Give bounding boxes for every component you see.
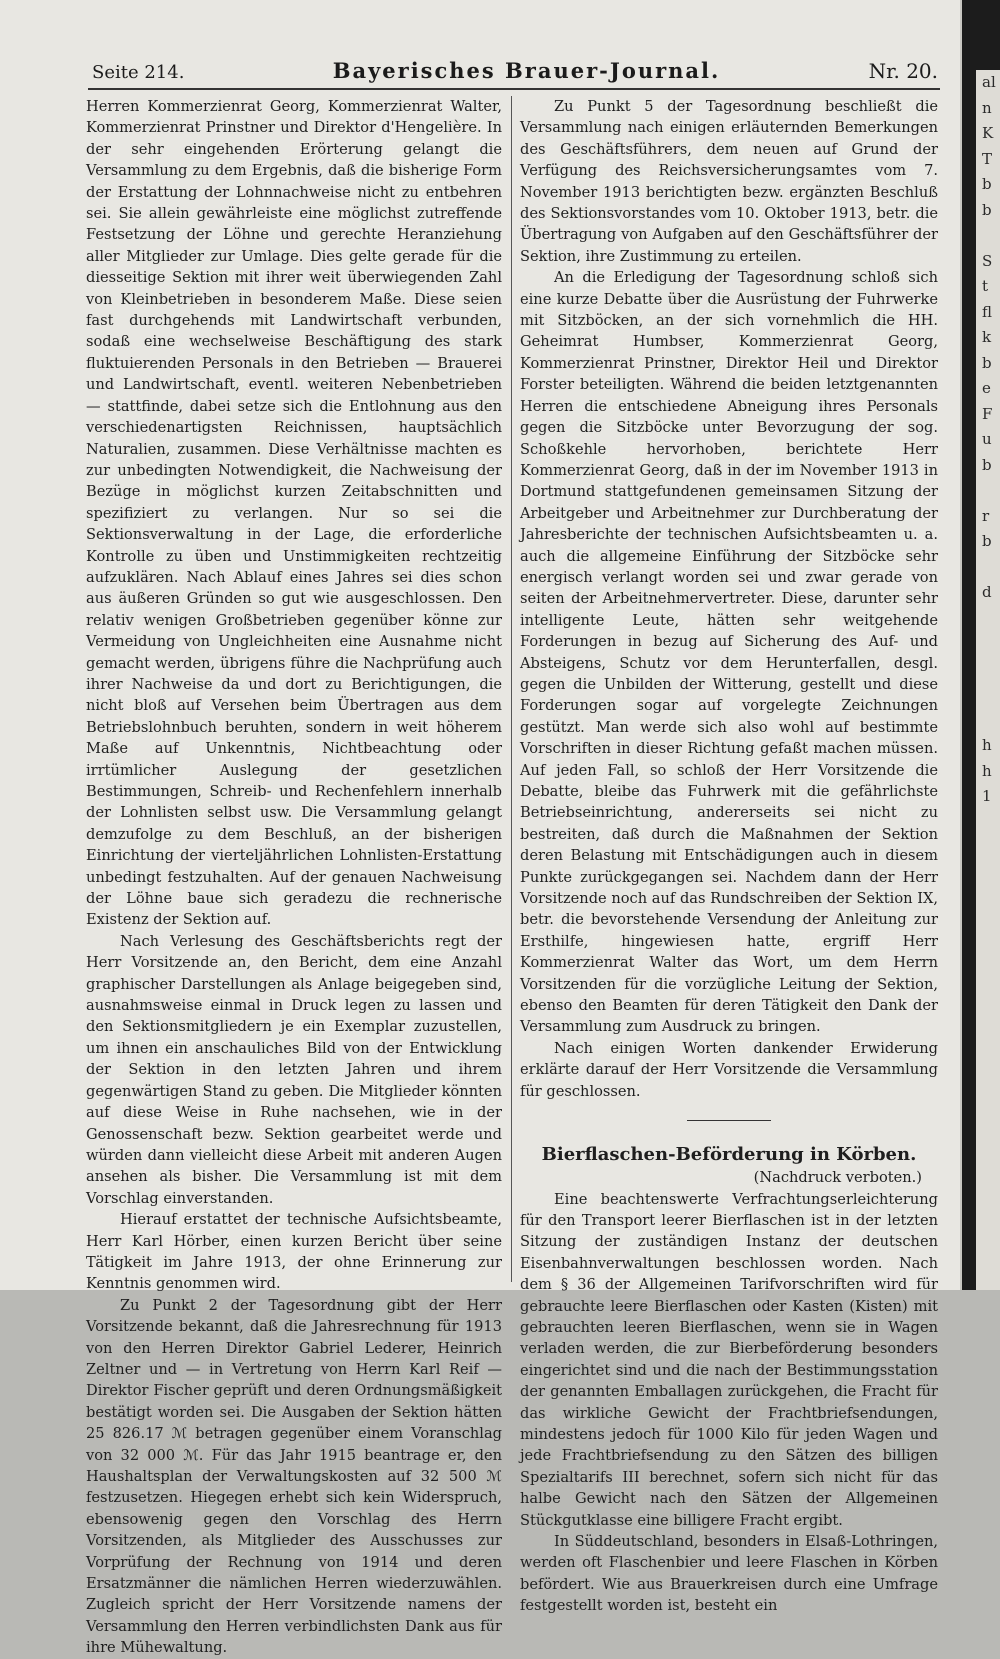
- edge-fragment: b: [982, 175, 992, 193]
- edge-fragment: [976, 657, 1000, 683]
- edge-fragment: [976, 223, 1000, 249]
- edge-fragment: r: [982, 506, 990, 525]
- edge-fragment: u: [982, 430, 992, 448]
- edge-fragment: T: [982, 149, 993, 168]
- edge-fragment: [976, 478, 1000, 504]
- paragraph: In Süddeutschland, besonders in Elsaß-Lothringen, werden oft Flaschenbier und leere Flaschen in Körben befördert. Wie aus Brauerkreisen durch eine Umfrage festgestellt worden ist, besteht ein: [520, 1533, 938, 1615]
- article-heading: Bierflaschen-Beförderung in Körben.: [541, 1144, 917, 1166]
- journal-title: Bayerisches Brauer-Journal.: [332, 58, 721, 83]
- paragraph: Zu Punkt 2 der Tagesordnung gibt der Herr Vorsitzende bekannt, daß die Jahresrechnung für 1913 von den Herren Direktor Gabriel Lederer, Heinrich Zeltner und — in Vertretung von Herrn Karl Reif — Direktor Fischer geprüft und deren Ordnungsmäßigkeit bestätigt worden sei. Die Ausgaben der Sektion hätten 25 826.17 ℳ betragen gegenüber einem Voranschlag von 32 000 ℳ. Für das Jahr 1915 beantrage er, den Haushaltsplan der Verwaltungskosten auf 32 500 ℳ festzusetzen. Hiegegen erhebt sich kein Widerspruch, ebensowenig gegen den Vorschlag des Herrn Vorsitzenden, als Mitglieder des Ausschusses zur Vorprüfung der Rechnung von 1914 und deren Ersatzmänner die nämlichen Herren wiederzuwählen. Zugleich spricht der Herr Vorsitzende namens der Versammlung den Herren verbindlichsten Dank aus für ihre Mühewaltung.: [86, 1296, 502, 1657]
- edge-fragment: d: [982, 583, 992, 601]
- edge-fragment: t: [982, 277, 989, 295]
- section-separator: [687, 1120, 771, 1121]
- edge-fragment: [976, 708, 1000, 734]
- column-divider: [511, 96, 512, 1282]
- edge-fragment: h: [982, 736, 992, 754]
- edge-fragment: [976, 631, 1000, 657]
- paragraph: Zu Punkt 5 der Tagesordnung beschließt die Versammlung nach einigen erläuternden Bemerkungen des Geschäftsführers, dem neuen auf Grund der Verfügung des Reichsversicherungsamtes vom 7. November 1913 berichtigten bezw. ergänzten Beschluß des Sektionsvorstandes vom 10. Oktober 1913, betr. die Übertragung von Aufgaben auf den Geschäftsführer der Sektion, ihre Zustimmung zu erteilen.: [520, 98, 938, 265]
- paragraph: Eine beachtenswerte Verfrachtungserleichterung für den Transport leerer Bierflaschen ist in der letzten Sitzung der zuständigen Instanz der deutschen Eisenbahnverwaltungen beschlossen worden. Nach dem § 36 der Allgemeinen Tarifvorschriften wird für gebrauchte leere Bierflaschen oder Kasten (Kisten) mit gebrauchten leeren Bierflaschen, wenn sie in Wagen verladen werden, die zur Bierbeförderung besonders eingerichtet sind und die nach der Bestimmungsstation der genannten Emballagen zurückgehen, die Fracht für das wirkliche Gewicht der Frachtbriefsendungen, mindestens jedoch für 1000 Kilo für jeden Wagen und jede Frachtbriefsendung zu den Sätzen des billigen Spezialtarifs III berechnet, sofern sich nicht für das halbe Gewicht nach den Sätzen der Allgemeinen Stückgutklasse eine billigere Fracht ergibt.: [520, 1190, 938, 1529]
- edge-fragment: h: [982, 761, 992, 780]
- left-column: [86, 96, 502, 1659]
- edge-fragment: fl: [982, 302, 993, 321]
- adjacent-page-edge: [976, 70, 1000, 1290]
- edge-fragment: k: [982, 328, 992, 346]
- edge-fragment: e: [982, 379, 991, 397]
- paragraph: An die Erledigung der Tagesordnung schloß sich eine kurze Debatte über die Ausrüstung der Fuhrwerke mit Sitzböcken, an der sich vornehmlich die HH. Geheimrat Humbser, Kommerzienrat Georg, Kommerzienrat Prinstner, Direktor Heil und Direktor Forster beteiligten. Während die beiden letztgenannten Herren die entschiedene Abneigung ihres Personals gegen die Sitzböcke unter Bevorzugung der sog. Schoßkehle hervorhoben, berichtete Herr Kommerzienrat Georg, daß in der im November 1913 in Dortmund stattgefundenen gemeinsamen Sitzung der Arbeitgeber und Arbeitnehmer zur Durchberatung der Jahresberichte der technischen Aufsichtsbeamten u. a. auch die allgemeine Einführung der Sitzböcke sehr energisch verlangt worden sei und zwar gerade von seiten der Arbeitnehmervertreter. Diese, darunter sehr intelligente Leute, hätten sehr weitgehende Forderungen in bezug auf Sicherung des Auf- und Absteigens, Schutz vor dem Herunterfallen, desgl. gegen die Unbilden der Witterung, gestellt und diese Forderungen sogar auf vorgelegte Zeichnungen gestützt. Man werde sich also wohl auf bestimmte Vorschriften in dieser Richtung gefaßt machen müssen. Auf jeden Fall, so schloß der Herr Vorsitzende die Debatte, bleibe das Fuhrwerk mit die gefährlichste Betriebseinrichtung, andererseits sei nicht zu bestreiten, daß durch die Maßnahmen der Sektion deren Belastung mit Entschädigungen auch in diesem Punkte zurückgegangen sei. Nachdem dann der Herr Vorsitzende noch auf das Rundschreiben der Sektion IX, betr. die bevorstehende Versendung der Anleitung zur Ersthilfe, hingewiesen hatte, ergriff Herr Kommerzienrat Walter das Wort, um dem Herrn Vorsitzenden für die vorzügliche Leitung der Sektion, ebenso den Beamten für deren Tätigkeit den Dank der Versammlung zum Ausdruck zu bringen.: [520, 269, 938, 1036]
- edge-fragment: K: [982, 124, 994, 142]
- edge-fragment: b: [982, 532, 992, 550]
- paragraph: Herren Kommerzienrat Georg, Kommerzienrat Walter, Kommerzienrat Prinstner und Direktor d'Hengelière. In der sehr eingehenden Erörterung gelangt die Versammlung zu dem Ergebnis, daß die bisherige Form der Erstattung der Lohnnachweise nicht zu entbehren sei. Sie allein gewährleiste eine möglichst zutreffende Festsetzung der Löhne und gerechte Heranziehung aller Mitglieder zur Umlage. Dies gelte gerade für die diesseitige Sektion mit ihrer weit überwiegenden Zahl von Kleinbetrieben in besonderem Maße. Diese seien fast durchgehends mit Landwirtschaft verbunden, sodaß eine wechselweise Beschäftigung des stark fluktuierenden Personals in den Betrieben — Brauerei und Landwirtschaft, eventl. weiteren Nebenbetrieben — stattfinde, dabei setze sich die Entlohnung aus den verschiedenartigsten Reichnissen, hauptsächlich Naturalien, zusammen. Diese Verhältnisse machten es zur unbedingten Notwendigkeit, die Nachweisung der Bezüge in möglichst kurzen Zeitabschnitten und spezifiziert zu verlangen. Nur so sei die Sektionsverwaltung in der Lage, die erforderliche Kontrolle zu üben und Unstimmigkeiten rechtzeitig aufzuklären. Nach Ablauf eines Jahres sei dies schon aus äußeren Gründen so gut wie ausgeschlossen. Den relativ wenigen Großbetrieben gegenüber könne zur Vermeidung von Ungleichheiten eine Ausnahme nicht gemacht werden, übrigens führe die Nachprüfung auch ihrer Nachweise da und dort zu Berichtigungen, die nicht bloß auf Versehen beim Übertragen aus dem Betriebslohnbuch beruhten, sondern in weit höherem Maße auf Unkenntnis, Nichtbeachtung oder irrtümlicher Auslegung der gesetzlichen Bestimmungen, Schreib- und Rechenfehlern innerhalb der Lohnlisten selbst usw. Die Versammlung gelangt demzufolge zu dem Beschluß, an der bisherigen Einrichtung der vierteljährlichen Lohnlisten-Erstattung unbedingt festzuhalten. Auf der genauen Nachweisung der Löhne baue sich geradezu die rechnerische Existenz der Sektion auf.: [86, 98, 502, 929]
- edge-fragment: [976, 555, 1000, 581]
- edge-fragment: al: [982, 73, 996, 91]
- page-number: Seite 214.: [92, 62, 185, 83]
- edge-fragment: F: [982, 404, 993, 423]
- reprint-notice: (Nachdruck verboten.): [753, 1169, 922, 1187]
- edge-fragment: 1: [982, 787, 992, 805]
- running-header: [92, 58, 938, 86]
- paragraph: Nach Verlesung des Geschäftsberichts regt der Herr Vorsitzende an, den Bericht, dem eine Anzahl graphischer Darstellungen als Anlage beigegeben sind, ausnahmsweise einmal in Druck legen zu lassen und den Sektionsmitgliedern je ein Exemplar zuzustellen, um ihnen ein anschauliches Bild von der Entwicklung der Sektion in den letzten Jahren und ihrem gegenwärtigen Stand zu geben. Die Mitglieder könnten auf diese Weise in Ruhe nachsehen, wie in der Genossenschaft bezw. Sektion gearbeitet werde und würden dann vielleicht diese Arbeit mit anderen Augen ansehen als bisher. Die Versammlung ist mit dem Vorschlag einverstanden.: [86, 932, 502, 1207]
- edge-fragment: b: [982, 200, 992, 219]
- edge-fragment: [976, 682, 1000, 708]
- edge-fragment: S: [982, 251, 993, 270]
- header-rule: [88, 88, 940, 90]
- edge-fragment: [976, 606, 1000, 632]
- edge-fragment: n: [982, 98, 992, 117]
- right-column: [520, 96, 938, 1617]
- paragraph: Nach einigen Worten dankender Erwiderung erklärte darauf der Herr Vorsitzende die Versammlung für geschlossen.: [520, 1039, 938, 1100]
- paragraph: Hierauf erstattet der technische Aufsichtsbeamte, Herr Karl Hörber, einen kurzen Bericht über seine Tätigkeit im Jahre 1913, der ohne Erinnerung zur Kenntnis genommen wird.: [86, 1211, 502, 1293]
- edge-fragment: b: [982, 455, 992, 474]
- edge-fragment: b: [982, 353, 992, 372]
- issue-number: Nr. 20.: [868, 59, 938, 83]
